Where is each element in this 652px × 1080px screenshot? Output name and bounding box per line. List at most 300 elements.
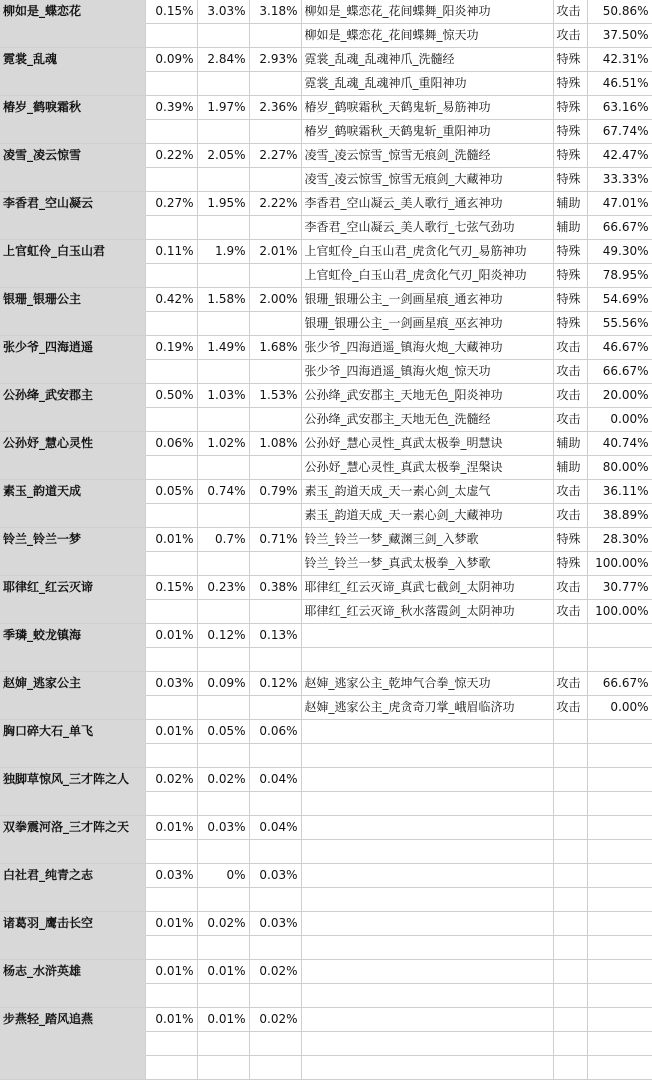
type-cell[interactable] — [553, 840, 587, 864]
character-name-cell[interactable] — [0, 408, 145, 432]
percent-cell-2[interactable] — [197, 312, 249, 336]
combo-cell[interactable]: 公孙妤_慧心灵性_真武太极拳_涅槃诀 — [301, 456, 553, 480]
percent-cell-1[interactable] — [145, 600, 197, 624]
character-name-cell[interactable]: 白社君_纯青之志 — [0, 864, 145, 888]
percent-cell-1[interactable] — [145, 936, 197, 960]
character-name-cell[interactable] — [0, 696, 145, 720]
combo-cell[interactable]: 铃兰_铃兰一梦_藏渊三剑_入梦歌 — [301, 528, 553, 552]
percent-cell-3[interactable] — [249, 600, 301, 624]
type-cell[interactable]: 攻击 — [553, 408, 587, 432]
type-cell[interactable]: 辅助 — [553, 456, 587, 480]
type-cell[interactable]: 攻击 — [553, 504, 587, 528]
rate-cell[interactable]: 38.89% — [587, 504, 652, 528]
percent-cell-3[interactable] — [249, 360, 301, 384]
type-cell[interactable]: 特殊 — [553, 528, 587, 552]
rate-cell[interactable]: 67.74% — [587, 120, 652, 144]
percent-cell-1[interactable] — [145, 744, 197, 768]
combo-cell[interactable]: 霓裳_乱魂_乱魂神爪_重阳神功 — [301, 72, 553, 96]
percent-cell-3[interactable]: 2.27% — [249, 144, 301, 168]
percent-cell-2[interactable] — [197, 552, 249, 576]
percent-cell-1[interactable] — [145, 72, 197, 96]
combo-cell[interactable]: 上官虹伶_白玉山君_虎贪化气刃_阳炎神功 — [301, 264, 553, 288]
percent-cell-3[interactable] — [249, 456, 301, 480]
percent-cell-3[interactable]: 0.03% — [249, 912, 301, 936]
combo-cell[interactable]: 李香君_空山凝云_美人歌行_通玄神功 — [301, 192, 553, 216]
percent-cell-1[interactable]: 0.02% — [145, 768, 197, 792]
character-name-cell[interactable] — [0, 744, 145, 768]
character-name-cell[interactable] — [0, 72, 145, 96]
percent-cell-3[interactable] — [249, 744, 301, 768]
combo-cell[interactable]: 赵婶_逃家公主_乾坤气合拳_惊天功 — [301, 672, 553, 696]
percent-cell-1[interactable] — [145, 408, 197, 432]
percent-cell-2[interactable]: 2.05% — [197, 144, 249, 168]
percent-cell-3[interactable] — [249, 72, 301, 96]
type-cell[interactable]: 特殊 — [553, 144, 587, 168]
percent-cell-2[interactable] — [197, 216, 249, 240]
combo-cell[interactable]: 上官虹伶_白玉山君_虎贪化气刃_易筋神功 — [301, 240, 553, 264]
percent-cell-1[interactable] — [145, 1032, 197, 1056]
percent-cell-3[interactable]: 2.00% — [249, 288, 301, 312]
percent-cell-3[interactable]: 1.68% — [249, 336, 301, 360]
combo-cell[interactable]: 公孙绛_武安郡主_天地无色_洗髓经 — [301, 408, 553, 432]
percent-cell-1[interactable]: 0.39% — [145, 96, 197, 120]
combo-cell[interactable]: 张少爷_四海逍遥_镇海火炮_大藏神功 — [301, 336, 553, 360]
percent-cell-1[interactable] — [145, 696, 197, 720]
rate-cell[interactable]: 66.67% — [587, 672, 652, 696]
type-cell[interactable]: 特殊 — [553, 120, 587, 144]
percent-cell-2[interactable]: 0.23% — [197, 576, 249, 600]
combo-cell[interactable] — [301, 1008, 553, 1032]
percent-cell-2[interactable] — [197, 264, 249, 288]
percent-cell-2[interactable] — [197, 504, 249, 528]
character-name-cell[interactable]: 胸口碎大石_单飞 — [0, 720, 145, 744]
percent-cell-1[interactable] — [145, 648, 197, 672]
percent-cell-2[interactable]: 2.84% — [197, 48, 249, 72]
character-name-cell[interactable]: 步燕轻_踏风追燕 — [0, 1008, 145, 1032]
percent-cell-2[interactable]: 0.03% — [197, 816, 249, 840]
combo-cell[interactable]: 公孙绛_武安郡主_天地无色_阳炎神功 — [301, 384, 553, 408]
percent-cell-3[interactable]: 1.08% — [249, 432, 301, 456]
rate-cell[interactable]: 42.47% — [587, 144, 652, 168]
combo-cell[interactable] — [301, 792, 553, 816]
percent-cell-2[interactable]: 1.58% — [197, 288, 249, 312]
percent-cell-2[interactable] — [197, 792, 249, 816]
combo-cell[interactable]: 椿岁_鹤唳霜秋_天鹤鬼斩_重阳神功 — [301, 120, 553, 144]
combo-cell[interactable] — [301, 912, 553, 936]
type-cell[interactable]: 攻击 — [553, 576, 587, 600]
percent-cell-3[interactable] — [249, 840, 301, 864]
percent-cell-2[interactable] — [197, 984, 249, 1008]
percent-cell-3[interactable] — [249, 1056, 301, 1080]
character-name-cell[interactable] — [0, 216, 145, 240]
percent-cell-3[interactable]: 2.22% — [249, 192, 301, 216]
type-cell[interactable]: 辅助 — [553, 216, 587, 240]
type-cell[interactable]: 攻击 — [553, 336, 587, 360]
rate-cell[interactable] — [587, 1008, 652, 1032]
percent-cell-1[interactable]: 0.50% — [145, 384, 197, 408]
rate-cell[interactable] — [587, 744, 652, 768]
character-name-cell[interactable]: 公孙绛_武安郡主 — [0, 384, 145, 408]
type-cell[interactable]: 特殊 — [553, 240, 587, 264]
combo-cell[interactable] — [301, 768, 553, 792]
character-name-cell[interactable]: 张少爷_四海逍遥 — [0, 336, 145, 360]
combo-cell[interactable]: 李香君_空山凝云_美人歌行_七弦气劲功 — [301, 216, 553, 240]
character-name-cell[interactable]: 铃兰_铃兰一梦 — [0, 528, 145, 552]
percent-cell-1[interactable] — [145, 984, 197, 1008]
type-cell[interactable]: 攻击 — [553, 480, 587, 504]
type-cell[interactable]: 特殊 — [553, 312, 587, 336]
combo-cell[interactable]: 凌雪_凌云惊雪_惊雪无痕剑_洗髓经 — [301, 144, 553, 168]
type-cell[interactable] — [553, 720, 587, 744]
percent-cell-2[interactable] — [197, 456, 249, 480]
character-name-cell[interactable]: 公孙妤_慧心灵性 — [0, 432, 145, 456]
character-name-cell[interactable]: 上官虹伶_白玉山君 — [0, 240, 145, 264]
combo-cell[interactable]: 素玉_韵道天成_天一素心剑_大藏神功 — [301, 504, 553, 528]
rate-cell[interactable]: 0.00% — [587, 696, 652, 720]
character-name-cell[interactable]: 凌雪_凌云惊雪 — [0, 144, 145, 168]
percent-cell-1[interactable]: 0.01% — [145, 528, 197, 552]
combo-cell[interactable]: 柳如是_蝶恋花_花间蝶舞_惊天功 — [301, 24, 553, 48]
percent-cell-2[interactable] — [197, 744, 249, 768]
rate-cell[interactable]: 100.00% — [587, 552, 652, 576]
percent-cell-2[interactable] — [197, 936, 249, 960]
rate-cell[interactable]: 100.00% — [587, 600, 652, 624]
character-name-cell[interactable] — [0, 840, 145, 864]
rate-cell[interactable]: 49.30% — [587, 240, 652, 264]
percent-cell-1[interactable]: 0.15% — [145, 576, 197, 600]
combo-cell[interactable]: 银珊_银珊公主_一剑画星痕_通玄神功 — [301, 288, 553, 312]
combo-cell[interactable] — [301, 840, 553, 864]
combo-cell[interactable] — [301, 816, 553, 840]
type-cell[interactable] — [553, 936, 587, 960]
percent-cell-1[interactable] — [145, 168, 197, 192]
percent-cell-2[interactable]: 0.05% — [197, 720, 249, 744]
type-cell[interactable]: 特殊 — [553, 48, 587, 72]
type-cell[interactable]: 攻击 — [553, 24, 587, 48]
percent-cell-3[interactable] — [249, 168, 301, 192]
character-name-cell[interactable] — [0, 456, 145, 480]
rate-cell[interactable]: 46.67% — [587, 336, 652, 360]
combo-cell[interactable]: 椿岁_鹤唳霜秋_天鹤鬼斩_易筋神功 — [301, 96, 553, 120]
percent-cell-3[interactable]: 0.02% — [249, 1008, 301, 1032]
rate-cell[interactable] — [587, 1056, 652, 1080]
percent-cell-1[interactable]: 0.27% — [145, 192, 197, 216]
combo-cell[interactable]: 柳如是_蝶恋花_花间蝶舞_阳炎神功 — [301, 0, 553, 24]
percent-cell-1[interactable]: 0.01% — [145, 912, 197, 936]
percent-cell-3[interactable]: 2.93% — [249, 48, 301, 72]
rate-cell[interactable]: 80.00% — [587, 456, 652, 480]
character-name-cell[interactable] — [0, 264, 145, 288]
percent-cell-2[interactable]: 0.02% — [197, 768, 249, 792]
percent-cell-1[interactable]: 0.15% — [145, 0, 197, 24]
percent-cell-2[interactable]: 0.01% — [197, 960, 249, 984]
rate-cell[interactable]: 63.16% — [587, 96, 652, 120]
type-cell[interactable]: 攻击 — [553, 0, 587, 24]
type-cell[interactable] — [553, 624, 587, 648]
percent-cell-3[interactable] — [249, 264, 301, 288]
percent-cell-3[interactable]: 0.03% — [249, 864, 301, 888]
character-name-cell[interactable] — [0, 648, 145, 672]
percent-cell-3[interactable]: 0.12% — [249, 672, 301, 696]
character-name-cell[interactable]: 杨志_水浒英雄 — [0, 960, 145, 984]
character-name-cell[interactable]: 赵婶_逃家公主 — [0, 672, 145, 696]
rate-cell[interactable] — [587, 840, 652, 864]
type-cell[interactable]: 攻击 — [553, 360, 587, 384]
percent-cell-3[interactable]: 0.71% — [249, 528, 301, 552]
rate-cell[interactable]: 47.01% — [587, 192, 652, 216]
type-cell[interactable]: 特殊 — [553, 168, 587, 192]
combo-cell[interactable] — [301, 1056, 553, 1080]
percent-cell-2[interactable]: 0.02% — [197, 912, 249, 936]
rate-cell[interactable] — [587, 936, 652, 960]
character-name-cell[interactable]: 银珊_银珊公主 — [0, 288, 145, 312]
percent-cell-3[interactable] — [249, 408, 301, 432]
rate-cell[interactable] — [587, 864, 652, 888]
percent-cell-1[interactable] — [145, 264, 197, 288]
type-cell[interactable]: 特殊 — [553, 72, 587, 96]
type-cell[interactable]: 攻击 — [553, 672, 587, 696]
type-cell[interactable] — [553, 864, 587, 888]
percent-cell-1[interactable] — [145, 792, 197, 816]
percent-cell-1[interactable] — [145, 840, 197, 864]
character-name-cell[interactable]: 双拳震河洛_三才阵之天 — [0, 816, 145, 840]
character-name-cell[interactable] — [0, 312, 145, 336]
character-name-cell[interactable]: 柳如是_蝶恋花 — [0, 0, 145, 24]
percent-cell-1[interactable] — [145, 1056, 197, 1080]
type-cell[interactable] — [553, 792, 587, 816]
character-name-cell[interactable] — [0, 600, 145, 624]
combo-cell[interactable] — [301, 1032, 553, 1056]
percent-cell-1[interactable] — [145, 216, 197, 240]
percent-cell-2[interactable]: 0% — [197, 864, 249, 888]
rate-cell[interactable] — [587, 648, 652, 672]
percent-cell-1[interactable] — [145, 120, 197, 144]
combo-cell[interactable] — [301, 864, 553, 888]
percent-cell-1[interactable] — [145, 24, 197, 48]
type-cell[interactable] — [553, 744, 587, 768]
rate-cell[interactable]: 54.69% — [587, 288, 652, 312]
rate-cell[interactable] — [587, 792, 652, 816]
percent-cell-1[interactable]: 0.01% — [145, 624, 197, 648]
percent-cell-3[interactable]: 0.02% — [249, 960, 301, 984]
percent-cell-2[interactable]: 0.12% — [197, 624, 249, 648]
percent-cell-3[interactable]: 0.38% — [249, 576, 301, 600]
character-name-cell[interactable]: 霓裳_乱魂 — [0, 48, 145, 72]
type-cell[interactable] — [553, 648, 587, 672]
percent-cell-1[interactable] — [145, 888, 197, 912]
combo-cell[interactable] — [301, 936, 553, 960]
percent-cell-1[interactable]: 0.05% — [145, 480, 197, 504]
percent-cell-2[interactable]: 1.95% — [197, 192, 249, 216]
percent-cell-2[interactable] — [197, 696, 249, 720]
combo-cell[interactable]: 素玉_韵道天成_天一素心剑_太虚气 — [301, 480, 553, 504]
character-name-cell[interactable] — [0, 888, 145, 912]
percent-cell-2[interactable] — [197, 120, 249, 144]
percent-cell-3[interactable]: 0.79% — [249, 480, 301, 504]
rate-cell[interactable] — [587, 1032, 652, 1056]
type-cell[interactable] — [553, 1032, 587, 1056]
character-name-cell[interactable] — [0, 936, 145, 960]
rate-cell[interactable]: 28.30% — [587, 528, 652, 552]
percent-cell-1[interactable]: 0.22% — [145, 144, 197, 168]
percent-cell-2[interactable]: 0.01% — [197, 1008, 249, 1032]
rate-cell[interactable] — [587, 960, 652, 984]
percent-cell-2[interactable]: 1.02% — [197, 432, 249, 456]
type-cell[interactable] — [553, 960, 587, 984]
rate-cell[interactable] — [587, 624, 652, 648]
character-name-cell[interactable]: 独脚草惊风_三才阵之人 — [0, 768, 145, 792]
combo-cell[interactable]: 耶律红_红云灭谛_真武七截剑_太阴神功 — [301, 576, 553, 600]
percent-cell-1[interactable]: 0.01% — [145, 960, 197, 984]
type-cell[interactable] — [553, 1056, 587, 1080]
percent-cell-1[interactable] — [145, 504, 197, 528]
percent-cell-3[interactable]: 0.04% — [249, 768, 301, 792]
character-name-cell[interactable] — [0, 168, 145, 192]
percent-cell-1[interactable]: 0.19% — [145, 336, 197, 360]
combo-cell[interactable] — [301, 624, 553, 648]
percent-cell-2[interactable]: 0.74% — [197, 480, 249, 504]
type-cell[interactable]: 特殊 — [553, 96, 587, 120]
percent-cell-2[interactable]: 3.03% — [197, 0, 249, 24]
type-cell[interactable] — [553, 984, 587, 1008]
percent-cell-3[interactable] — [249, 216, 301, 240]
combo-cell[interactable]: 霓裳_乱魂_乱魂神爪_洗髓经 — [301, 48, 553, 72]
percent-cell-3[interactable] — [249, 888, 301, 912]
percent-cell-2[interactable] — [197, 1032, 249, 1056]
rate-cell[interactable] — [587, 768, 652, 792]
percent-cell-2[interactable]: 1.49% — [197, 336, 249, 360]
character-name-cell[interactable] — [0, 120, 145, 144]
rate-cell[interactable]: 40.74% — [587, 432, 652, 456]
percent-cell-3[interactable] — [249, 312, 301, 336]
combo-cell[interactable]: 赵婶_逃家公主_虎贪奇刀掌_峨眉临济功 — [301, 696, 553, 720]
type-cell[interactable] — [553, 912, 587, 936]
percent-cell-3[interactable] — [249, 984, 301, 1008]
percent-cell-2[interactable]: 1.03% — [197, 384, 249, 408]
percent-cell-1[interactable]: 0.09% — [145, 48, 197, 72]
percent-cell-2[interactable]: 0.7% — [197, 528, 249, 552]
percent-cell-3[interactable]: 3.18% — [249, 0, 301, 24]
combo-cell[interactable] — [301, 744, 553, 768]
percent-cell-3[interactable]: 0.13% — [249, 624, 301, 648]
combo-cell[interactable]: 银珊_银珊公主_一剑画星痕_巫玄神功 — [301, 312, 553, 336]
percent-cell-2[interactable]: 0.09% — [197, 672, 249, 696]
combo-cell[interactable] — [301, 888, 553, 912]
rate-cell[interactable] — [587, 984, 652, 1008]
percent-cell-2[interactable] — [197, 840, 249, 864]
combo-cell[interactable] — [301, 984, 553, 1008]
character-name-cell[interactable]: 椿岁_鹤唳霜秋 — [0, 96, 145, 120]
percent-cell-2[interactable]: 1.97% — [197, 96, 249, 120]
character-name-cell[interactable] — [0, 552, 145, 576]
percent-cell-2[interactable] — [197, 72, 249, 96]
type-cell[interactable]: 特殊 — [553, 552, 587, 576]
percent-cell-2[interactable] — [197, 168, 249, 192]
type-cell[interactable] — [553, 888, 587, 912]
type-cell[interactable] — [553, 1008, 587, 1032]
type-cell[interactable]: 特殊 — [553, 264, 587, 288]
character-name-cell[interactable] — [0, 792, 145, 816]
percent-cell-3[interactable] — [249, 120, 301, 144]
character-name-cell[interactable] — [0, 1056, 145, 1080]
character-name-cell[interactable]: 李香君_空山凝云 — [0, 192, 145, 216]
type-cell[interactable]: 辅助 — [553, 432, 587, 456]
rate-cell[interactable]: 30.77% — [587, 576, 652, 600]
character-name-cell[interactable] — [0, 984, 145, 1008]
percent-cell-3[interactable]: 1.53% — [249, 384, 301, 408]
percent-cell-1[interactable]: 0.11% — [145, 240, 197, 264]
type-cell[interactable]: 攻击 — [553, 600, 587, 624]
type-cell[interactable] — [553, 768, 587, 792]
percent-cell-3[interactable]: 0.04% — [249, 816, 301, 840]
percent-cell-3[interactable]: 0.06% — [249, 720, 301, 744]
rate-cell[interactable] — [587, 888, 652, 912]
percent-cell-3[interactable] — [249, 936, 301, 960]
percent-cell-1[interactable]: 0.01% — [145, 1008, 197, 1032]
rate-cell[interactable]: 66.67% — [587, 216, 652, 240]
percent-cell-2[interactable] — [197, 360, 249, 384]
percent-cell-1[interactable] — [145, 456, 197, 480]
rate-cell[interactable]: 78.95% — [587, 264, 652, 288]
percent-cell-1[interactable]: 0.06% — [145, 432, 197, 456]
rate-cell[interactable] — [587, 912, 652, 936]
rate-cell[interactable]: 0.00% — [587, 408, 652, 432]
character-name-cell[interactable] — [0, 1032, 145, 1056]
percent-cell-1[interactable]: 0.03% — [145, 864, 197, 888]
combo-cell[interactable]: 凌雪_凌云惊雪_惊雪无痕剑_大藏神功 — [301, 168, 553, 192]
combo-cell[interactable]: 张少爷_四海逍遥_镇海火炮_惊天功 — [301, 360, 553, 384]
combo-cell[interactable]: 公孙妤_慧心灵性_真武太极拳_明慧诀 — [301, 432, 553, 456]
percent-cell-2[interactable]: 1.9% — [197, 240, 249, 264]
character-name-cell[interactable]: 耶律红_红云灭谛 — [0, 576, 145, 600]
combo-cell[interactable] — [301, 720, 553, 744]
percent-cell-2[interactable] — [197, 600, 249, 624]
percent-cell-3[interactable] — [249, 696, 301, 720]
type-cell[interactable]: 特殊 — [553, 288, 587, 312]
character-name-cell[interactable]: 诸葛羽_鹰击长空 — [0, 912, 145, 936]
percent-cell-1[interactable]: 0.42% — [145, 288, 197, 312]
rate-cell[interactable]: 37.50% — [587, 24, 652, 48]
rate-cell[interactable]: 66.67% — [587, 360, 652, 384]
percent-cell-1[interactable] — [145, 360, 197, 384]
rate-cell[interactable]: 46.51% — [587, 72, 652, 96]
character-name-cell[interactable] — [0, 24, 145, 48]
percent-cell-3[interactable] — [249, 24, 301, 48]
rate-cell[interactable]: 36.11% — [587, 480, 652, 504]
percent-cell-2[interactable] — [197, 648, 249, 672]
percent-cell-2[interactable] — [197, 888, 249, 912]
type-cell[interactable]: 攻击 — [553, 696, 587, 720]
percent-cell-2[interactable] — [197, 408, 249, 432]
rate-cell[interactable] — [587, 720, 652, 744]
percent-cell-1[interactable] — [145, 312, 197, 336]
percent-cell-1[interactable]: 0.03% — [145, 672, 197, 696]
percent-cell-1[interactable] — [145, 552, 197, 576]
percent-cell-3[interactable] — [249, 1032, 301, 1056]
percent-cell-3[interactable] — [249, 792, 301, 816]
percent-cell-3[interactable]: 2.36% — [249, 96, 301, 120]
percent-cell-2[interactable] — [197, 24, 249, 48]
percent-cell-1[interactable]: 0.01% — [145, 816, 197, 840]
rate-cell[interactable]: 50.86% — [587, 0, 652, 24]
combo-cell[interactable] — [301, 648, 553, 672]
percent-cell-3[interactable] — [249, 648, 301, 672]
type-cell[interactable]: 攻击 — [553, 384, 587, 408]
character-name-cell[interactable]: 季璘_蛟龙镇海 — [0, 624, 145, 648]
rate-cell[interactable]: 42.31% — [587, 48, 652, 72]
percent-cell-3[interactable] — [249, 504, 301, 528]
type-cell[interactable]: 辅助 — [553, 192, 587, 216]
